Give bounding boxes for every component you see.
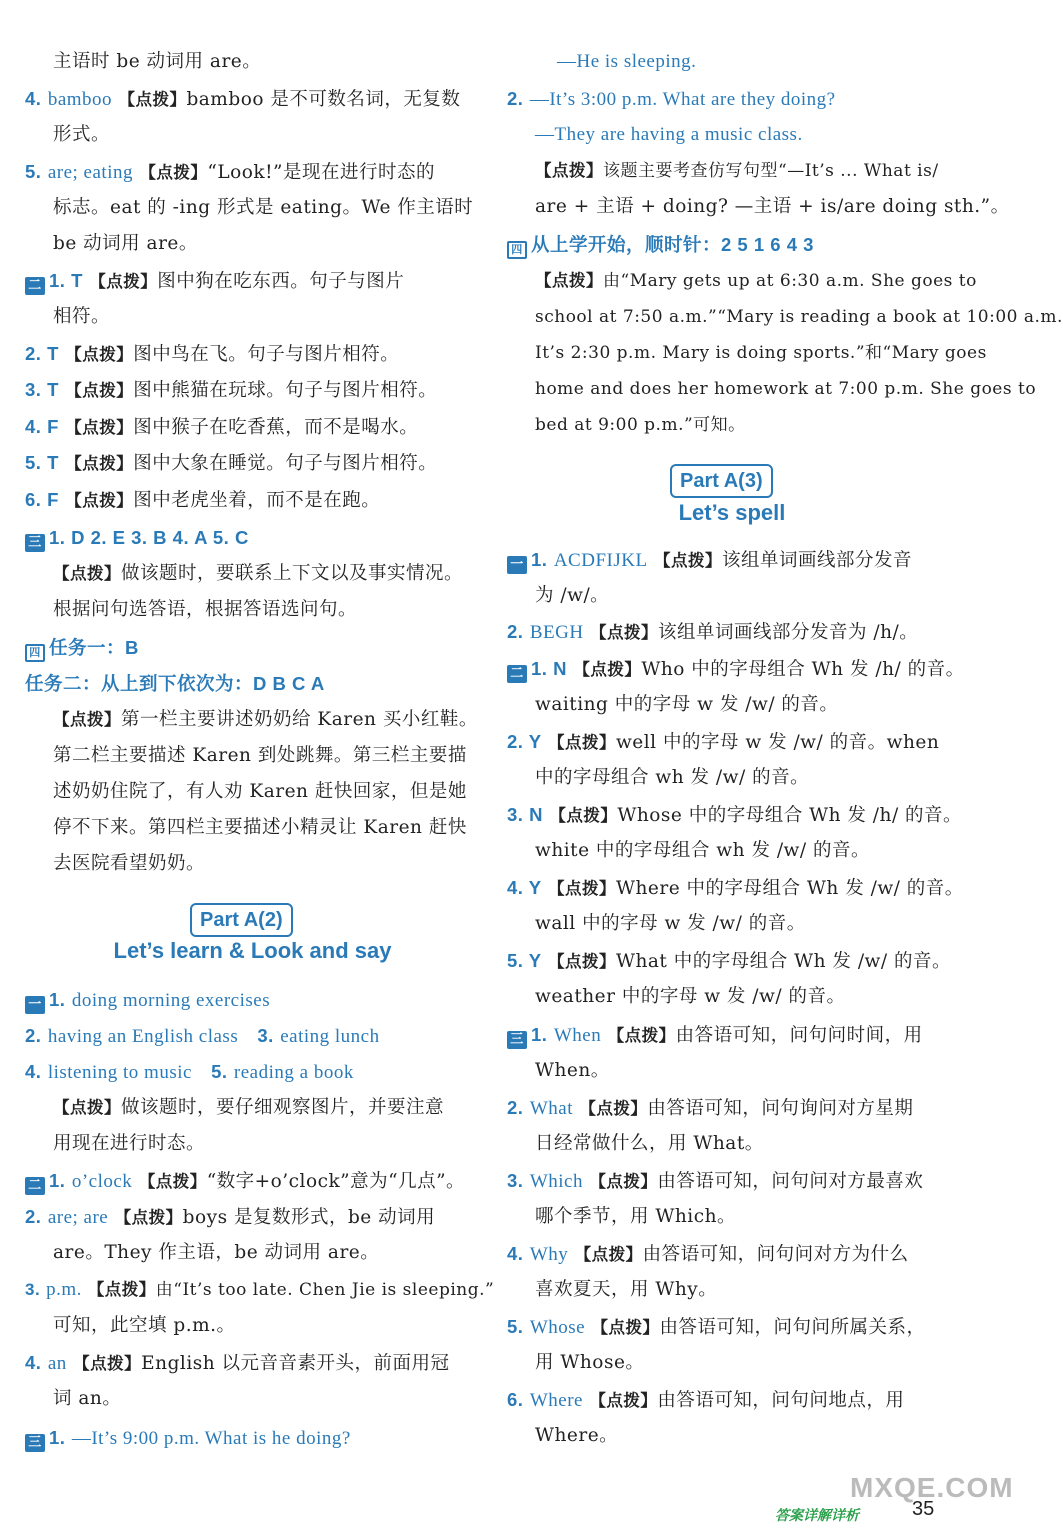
text-line: 【点拨】由“Mary gets up at 6:30 a.m. She goes to bbox=[535, 271, 977, 291]
section-two-icon: 二 bbox=[25, 1177, 45, 1195]
text-line: 【点拨】做该题时，要联系上下文以及事实情况。 bbox=[53, 563, 464, 584]
text-line: 可知，此空填 p.m.。 bbox=[53, 1315, 236, 1336]
answer-item: 2. are; are 【点拨】boys 是复数形式，be 动词用 bbox=[25, 1206, 436, 1228]
part-a3-box: Part A(3) bbox=[670, 464, 773, 498]
answer-item: 4. bamboo 【点拨】bamboo 是不可数名词，无复数 bbox=[25, 88, 461, 110]
answer-item: 任务二：从上到下依次为：D B C A bbox=[25, 673, 325, 694]
answer-item: 4. Why 【点拨】由答语可知，问句问对方为什么 bbox=[507, 1243, 909, 1265]
section-four-icon: 四 bbox=[25, 644, 45, 662]
text-line: 形式。 bbox=[53, 124, 111, 145]
text-line: are。They 作主语，be 动词用 are。 bbox=[53, 1242, 380, 1263]
answer-item: 二 1. T 【点拨】图中狗在吃东西。句子与图片 bbox=[25, 263, 480, 300]
text-line: 标志。eat 的 -ing 形式是 eating。We 作主语时 bbox=[53, 197, 474, 218]
answer-item: 4. an 【点拨】English 以元音音素开头，前面用冠 bbox=[25, 1352, 450, 1374]
section-two-icon: 二 bbox=[507, 665, 527, 683]
answer-item: 2. T 【点拨】图中鸟在飞。句子与图片相符。 bbox=[25, 343, 400, 365]
answer-item: 3. T 【点拨】图中熊猫在玩球。句子与图片相符。 bbox=[25, 379, 438, 401]
answer-item: 三 1. —It’s 9:00 p.m. What is he doing? bbox=[25, 1420, 480, 1457]
text-line: 日经常做什么，用 What。 bbox=[535, 1133, 764, 1154]
answer-item: 三 1. D 2. E 3. B 4. A 5. C bbox=[25, 520, 480, 557]
text-line: 主语时 be 动词用 are。 bbox=[53, 51, 262, 72]
text-line: bed at 9:00 p.m.”可知。 bbox=[535, 415, 746, 435]
answer-item: 四 从上学开始，顺时针：2 5 1 6 4 3 bbox=[507, 227, 962, 264]
text-line: 【点拨】第一栏主要讲述奶奶给 Karen 买小红鞋。 bbox=[53, 709, 478, 730]
answer-item: 5. are; eating 【点拨】“Look!”是现在进行时态的 bbox=[25, 161, 435, 183]
answer-item: 2. —It’s 3:00 p.m. What are they doing? bbox=[507, 88, 836, 110]
text-line: 中的字母组合 wh 发 /w/ 的音。 bbox=[535, 767, 810, 788]
section-three-icon: 三 bbox=[25, 1434, 45, 1452]
section-one-icon: 一 bbox=[25, 996, 45, 1014]
text-line: be 动词用 are。 bbox=[53, 233, 198, 254]
text-line: white 中的字母组合 wh 发 /w/ 的音。 bbox=[535, 840, 871, 861]
text-line: When。 bbox=[535, 1060, 610, 1081]
answer-item: 一 1. ACDFIJKL 【点拨】该组单词画线部分发音 bbox=[507, 542, 962, 579]
part-a2-box: Part A(2) bbox=[190, 903, 293, 937]
answer-item: 2. BEGH 【点拨】该组单词画线部分发音为 /h/。 bbox=[507, 621, 919, 643]
section-two-icon: 二 bbox=[25, 277, 45, 295]
watermark: MXQE.COM bbox=[850, 1472, 1014, 1503]
text-line: 相符。 bbox=[53, 306, 111, 327]
text-line: waiting 中的字母 w 发 /w/ 的音。 bbox=[535, 694, 839, 715]
text-line: school at 7:50 a.m.”“Mary is reading a book at 10:00 a.m. bbox=[535, 307, 1063, 327]
text-line: are + 主语 + doing? —主语 + is/are doing sth.”。 bbox=[535, 196, 1010, 217]
answer-item: 3. N 【点拨】Whose 中的字母组合 Wh 发 /h/ 的音。 bbox=[507, 804, 963, 826]
text-line: 哪个季节，用 Which。 bbox=[535, 1206, 737, 1227]
answer-item: 4. Y 【点拨】Where 中的字母组合 Wh 发 /w/ 的音。 bbox=[507, 877, 964, 899]
answer-item: 二 1. o’clock 【点拨】“数字+o’clock”意为“几点”。 bbox=[25, 1163, 480, 1200]
text-line: —He is sleeping. bbox=[557, 51, 697, 72]
text-line: 喜欢夏天，用 Why。 bbox=[535, 1279, 718, 1300]
answer-item: 2. having an English class 3. eating lunch bbox=[25, 1025, 380, 1047]
footer-brand: 答案详解详析 bbox=[775, 1508, 859, 1524]
answer-item: 一 1. doing morning exercises bbox=[25, 982, 480, 1019]
text-line: It’s 2:30 p.m. Mary is doing sports.”和“Mary goes bbox=[535, 343, 987, 363]
section-four-icon: 四 bbox=[507, 241, 527, 259]
section-three-icon: 三 bbox=[25, 534, 45, 552]
answer-item: 2. Y 【点拨】well 中的字母 w 发 /w/ 的音。when bbox=[507, 731, 940, 753]
text-line: 为 /w/。 bbox=[535, 585, 610, 606]
text-line: 第二栏主要描述 Karen 到处跳舞。第三栏主要描 bbox=[53, 745, 467, 766]
text-line: 述奶奶住院了，有人劝 Karen 赶快回家，但是她 bbox=[53, 781, 467, 802]
answer-item: 5. Whose 【点拨】由答语可知，问句问所属关系， bbox=[507, 1316, 926, 1338]
text-line: 【点拨】该题主要考查仿写句型“—It’s ... What is/ bbox=[535, 161, 939, 181]
answer-item: 5. Y 【点拨】What 中的字母组合 Wh 发 /w/ 的音。 bbox=[507, 950, 951, 972]
answer-item: 3. p.m. 【点拨】由“It’s too late. Chen Jie is sleeping.” bbox=[25, 1279, 495, 1300]
answer-item: 6. F 【点拨】图中老虎坐着，而不是在跑。 bbox=[25, 489, 381, 511]
answer-item: 5. T 【点拨】图中大象在睡觉。句子与图片相符。 bbox=[25, 452, 438, 474]
text-line: 词 an。 bbox=[53, 1388, 122, 1409]
text-line: home and does her homework at 7:00 p.m. She goes to bbox=[535, 379, 1037, 399]
text-line: —They are having a music class. bbox=[535, 124, 803, 145]
answer-item: 3. Which 【点拨】由答语可知，问句问对方最喜欢 bbox=[507, 1170, 924, 1192]
text-line: 用现在进行时态。 bbox=[53, 1133, 206, 1154]
part-a3-title: Let’s spell bbox=[678, 500, 786, 525]
text-line: weather 中的字母 w 发 /w/ 的音。 bbox=[535, 986, 846, 1007]
section-three-icon: 三 bbox=[507, 1031, 527, 1049]
page-number: 35 bbox=[912, 1498, 935, 1520]
answer-item: 四 任务一：B bbox=[25, 630, 480, 667]
text-line: 停不下来。第四栏主要描述小精灵让 Karen 赶快 bbox=[53, 817, 467, 838]
text-line: 根据问句选答语，根据答语选问句。 bbox=[53, 599, 358, 620]
answer-item: 二 1. N 【点拨】Who 中的字母组合 Wh 发 /h/ 的音。 bbox=[507, 651, 962, 688]
answer-item: 三 1. When 【点拨】由答语可知，问句问时间，用 bbox=[507, 1017, 962, 1054]
section-one-icon: 一 bbox=[507, 556, 527, 574]
text-line: 【点拨】做该题时，要仔细观察图片，并要注意 bbox=[53, 1097, 445, 1118]
answer-item: 4. listening to music 5. reading a book bbox=[25, 1061, 354, 1083]
part-a2-title: Let’s learn & Look and say bbox=[113, 938, 392, 963]
text-line: wall 中的字母 w 发 /w/ 的音。 bbox=[535, 913, 806, 934]
text-line: Where。 bbox=[535, 1425, 619, 1446]
text-line: 去医院看望奶奶。 bbox=[53, 853, 206, 874]
text-line: 用 Whose。 bbox=[535, 1352, 645, 1373]
answer-item: 4. F 【点拨】图中猴子在吃香蕉，而不是喝水。 bbox=[25, 416, 419, 438]
answer-item: 2. What 【点拨】由答语可知，问句询问对方星期 bbox=[507, 1097, 914, 1119]
answer-item: 6. Where 【点拨】由答语可知，问句问地点，用 bbox=[507, 1389, 905, 1411]
